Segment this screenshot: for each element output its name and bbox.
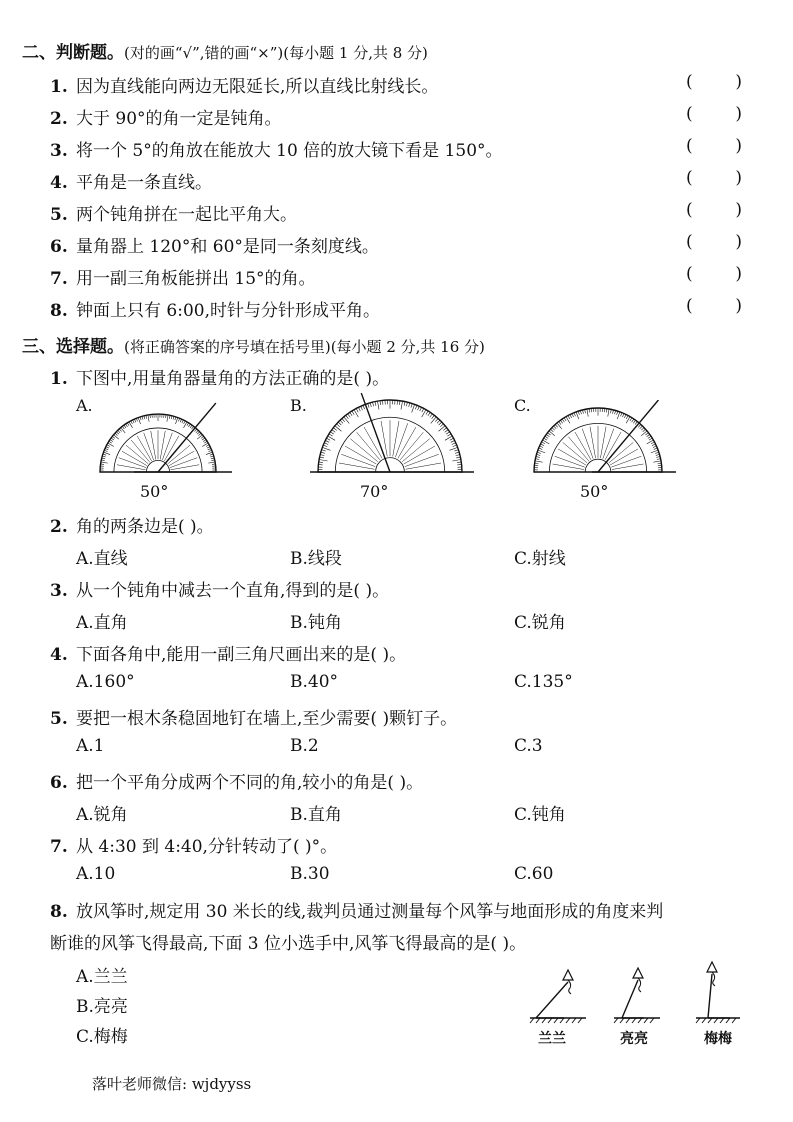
- paren-close: ): [735, 200, 742, 220]
- figure-letter-a: A.: [76, 396, 93, 415]
- choice-option: C.射线: [514, 549, 566, 569]
- question-text: 把一个平角分成两个不同的角,较小的角是( )。: [76, 773, 424, 793]
- option-a: A.兰兰: [76, 967, 128, 987]
- paren-close: ): [735, 232, 742, 252]
- question-3-1: [50, 364, 389, 389]
- item-text: 平角是一条直线。: [76, 173, 212, 193]
- option-b: B.亮亮: [76, 997, 128, 1017]
- item-number: 8.: [50, 301, 68, 321]
- choice-option: C.135°: [514, 672, 573, 692]
- question-number: 2.: [50, 517, 68, 537]
- question-number: 5.: [50, 709, 68, 729]
- paren-open: (: [686, 104, 693, 124]
- item-number: 7.: [50, 269, 68, 289]
- paren-close: ): [735, 72, 742, 92]
- paren-open: (: [686, 232, 693, 252]
- answer-paren[interactable]: [686, 104, 742, 124]
- section-3-heading: [22, 332, 485, 357]
- figure-reading-c: 50°: [580, 482, 609, 501]
- question-3-8: [50, 897, 663, 922]
- item-text: 因为直线能向两边无限延长,所以直线比射线长。: [76, 77, 439, 97]
- question-number: 3.: [50, 581, 68, 601]
- choice-option: A.直角: [76, 613, 128, 633]
- item-text: 钟面上只有 6:00,时针与分针形成平角。: [76, 301, 380, 321]
- question-text: 角的两条边是( )。: [76, 517, 214, 537]
- choice-option: B.30: [290, 864, 330, 884]
- item-number: 4.: [50, 173, 68, 193]
- question-text: 下图中,用量角器量角的方法正确的是( )。: [76, 369, 390, 389]
- choice-question: [50, 832, 337, 857]
- item-number: 3.: [50, 141, 68, 161]
- answer-paren[interactable]: [686, 136, 742, 156]
- kite-liangliang-figure: [612, 962, 662, 1026]
- kite-lanlan-figure: [528, 966, 588, 1026]
- kite-name-liangliang: 亮亮: [620, 1031, 648, 1047]
- paren-open: (: [686, 72, 693, 92]
- footer-contact: 落叶老师微信: wjdyyss: [92, 1075, 252, 1093]
- choice-option: C.3: [514, 736, 543, 756]
- choice-option: B.40°: [290, 672, 339, 692]
- item-number: 1.: [50, 77, 68, 97]
- item-text: 量角器上 120°和 60°是同一条刻度线。: [76, 237, 379, 257]
- question-number: 8.: [50, 902, 68, 922]
- paren-open: (: [686, 168, 693, 188]
- question-text-line-1: 放风筝时,规定用 30 米长的线,裁判员通过测量每个风筝与地面形成的角度来判: [76, 902, 664, 922]
- protractor-a-figure: [94, 400, 234, 476]
- figure-letter-b: B.: [290, 396, 307, 415]
- question-text: 下面各角中,能用一副三角尺画出来的是( )。: [76, 645, 407, 665]
- paren-open: (: [686, 264, 693, 284]
- choice-option: B.2: [290, 736, 319, 756]
- paren-close: ): [735, 264, 742, 284]
- section-2-note: (对的画“√”,错的画“×”)(每小题 1 分,共 8 分): [124, 44, 428, 62]
- choice-option: B.线段: [290, 549, 342, 569]
- true-false-item: [50, 232, 379, 257]
- true-false-item: [50, 296, 380, 321]
- paren-close: ): [735, 136, 742, 156]
- protractor-c-figure: [520, 400, 678, 476]
- choice-question: [50, 576, 389, 601]
- question-text-line-2: 断谁的风筝飞得最高,下面 3 位小选手中,风筝飞得最高的是( )。: [50, 934, 527, 954]
- protractor-b-figure: [308, 390, 476, 476]
- choice-question: [50, 768, 423, 793]
- choice-question: [50, 704, 457, 729]
- answer-paren[interactable]: [686, 168, 742, 188]
- choice-option: C.60: [514, 864, 554, 884]
- choice-question: [50, 512, 214, 537]
- option-c: C.梅梅: [76, 1027, 128, 1047]
- answer-paren[interactable]: [686, 296, 742, 316]
- answer-paren[interactable]: [686, 264, 742, 284]
- paren-open: (: [686, 296, 693, 316]
- paren-close: ): [735, 296, 742, 316]
- true-false-item: [50, 200, 297, 225]
- section-3-title: 三、选择题。: [22, 337, 124, 357]
- kite-meimei-figure: [694, 956, 742, 1026]
- item-number: 6.: [50, 237, 68, 257]
- choice-option: B.钝角: [290, 613, 342, 633]
- question-number: 6.: [50, 773, 68, 793]
- item-number: 5.: [50, 205, 68, 225]
- figure-letter-c: C.: [514, 396, 531, 415]
- answer-paren[interactable]: [686, 200, 742, 220]
- question-number: 4.: [50, 645, 68, 665]
- item-text: 用一副三角板能拼出 15°的角。: [76, 269, 316, 289]
- choice-option: A.1: [76, 736, 105, 756]
- true-false-item: [50, 168, 212, 193]
- choice-question: [50, 640, 406, 665]
- choice-option: C.钝角: [514, 805, 566, 825]
- choice-option: B.直角: [290, 805, 342, 825]
- question-number: 1.: [50, 369, 68, 389]
- choice-option: A.锐角: [76, 805, 128, 825]
- choice-option: A.160°: [76, 672, 135, 692]
- item-text: 两个钝角拼在一起比平角大。: [76, 205, 297, 225]
- choice-option: A.直线: [76, 549, 128, 569]
- item-text: 大于 90°的角一定是钝角。: [76, 109, 282, 129]
- figure-reading-b: 70°: [360, 482, 389, 501]
- answer-paren[interactable]: [686, 232, 742, 252]
- paren-open: (: [686, 136, 693, 156]
- true-false-item: [50, 72, 438, 97]
- paren-open: (: [686, 200, 693, 220]
- figure-reading-a: 50°: [140, 482, 169, 501]
- choice-option: C.锐角: [514, 613, 566, 633]
- question-number: 7.: [50, 837, 68, 857]
- item-number: 2.: [50, 109, 68, 129]
- kite-name-lanlan: 兰兰: [538, 1031, 566, 1047]
- choice-option: A.10: [76, 864, 116, 884]
- item-text: 将一个 5°的角放在能放大 10 倍的放大镜下看是 150°。: [76, 141, 503, 161]
- paren-close: ): [735, 168, 742, 188]
- question-text: 从 4:30 到 4:40,分针转动了( )°。: [76, 837, 338, 857]
- question-text: 要把一根木条稳固地钉在墙上,至少需要( )颗钉子。: [76, 709, 458, 729]
- question-text: 从一个钝角中减去一个直角,得到的是( )。: [76, 581, 390, 601]
- section-2-heading: [22, 38, 428, 63]
- kite-name-meimei: 梅梅: [704, 1031, 732, 1047]
- section-2-title: 二、判断题。: [22, 43, 124, 63]
- true-false-item: [50, 104, 282, 129]
- paren-close: ): [735, 104, 742, 124]
- true-false-item: [50, 136, 503, 161]
- true-false-item: [50, 264, 316, 289]
- section-3-note: (将正确答案的序号填在括号里)(每小题 2 分,共 16 分): [124, 338, 485, 356]
- protractor: [318, 400, 462, 472]
- question-3-8-cont: [50, 929, 526, 954]
- answer-paren[interactable]: [686, 72, 742, 92]
